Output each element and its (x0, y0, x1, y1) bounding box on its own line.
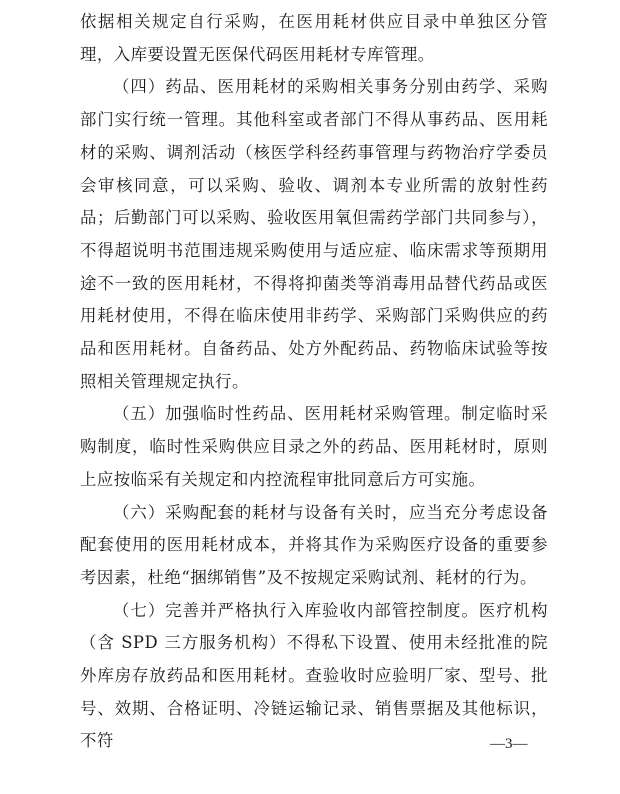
document-body (80, 6, 548, 758)
paragraph-item-5: （五）加强临时性药品、医用耗材采购管理。制定临时采购制度，临时性采购供应目录之外的药品、医用耗材时，原则上应按临采有关规定和内控流程审批同意后方可实施。 (80, 404, 548, 489)
paragraph-item-4: （四）药品、医用耗材的采购相关事务分别由药学、采购部门实行统一管理。其他科室或者部门不得从事药品、医用耗材的采购、调剂活动（核医学科经药事管理与药物治疗学委员会审核同意，可以采购、验收、调剂本专业所需的放射性药品；后勤部门可以采购、验收医用氧但需药学部门共同参与），不得超说明书范围违规采购使用与适应症、临床需求等预期用途不一致的医用耗材，不得将抑菌类等消毒用品替代药品或医用耗材使用，不得在临床使用非药学、采购部门采购供应的药品和医用耗材。自备药品、处方外配药品、药物临床试验等按照相关管理规定执行。 (80, 77, 548, 391)
paragraph-continuation: 依据相关规定自行采购，在医用耗材供应目录中单独区分管理，入库要设置无医保代码医用耗材专库管理。 (80, 12, 548, 64)
paragraph-item-6: （六）采购配套的耗材与设备有关时，应当充分考虑设备配套使用的医用耗材成本，并将其作为采购医疗设备的重要参考因素，杜绝“捆绑销售”及不按规定采购试剂、耗材的行为。 (80, 502, 548, 587)
page-number: —3— (490, 736, 528, 752)
paragraph-item-7: （七）完善并严格执行入库验收内部管控制度。医疗机构（含 SPD 三方服务机构）不得私下设置、使用未经批准的院外库房存放药品和医用耗材。查验收时应验明厂家、型号、批号、效期、合格证明、冷链运输记录、销售票据及其他标识，不符 (80, 600, 548, 751)
